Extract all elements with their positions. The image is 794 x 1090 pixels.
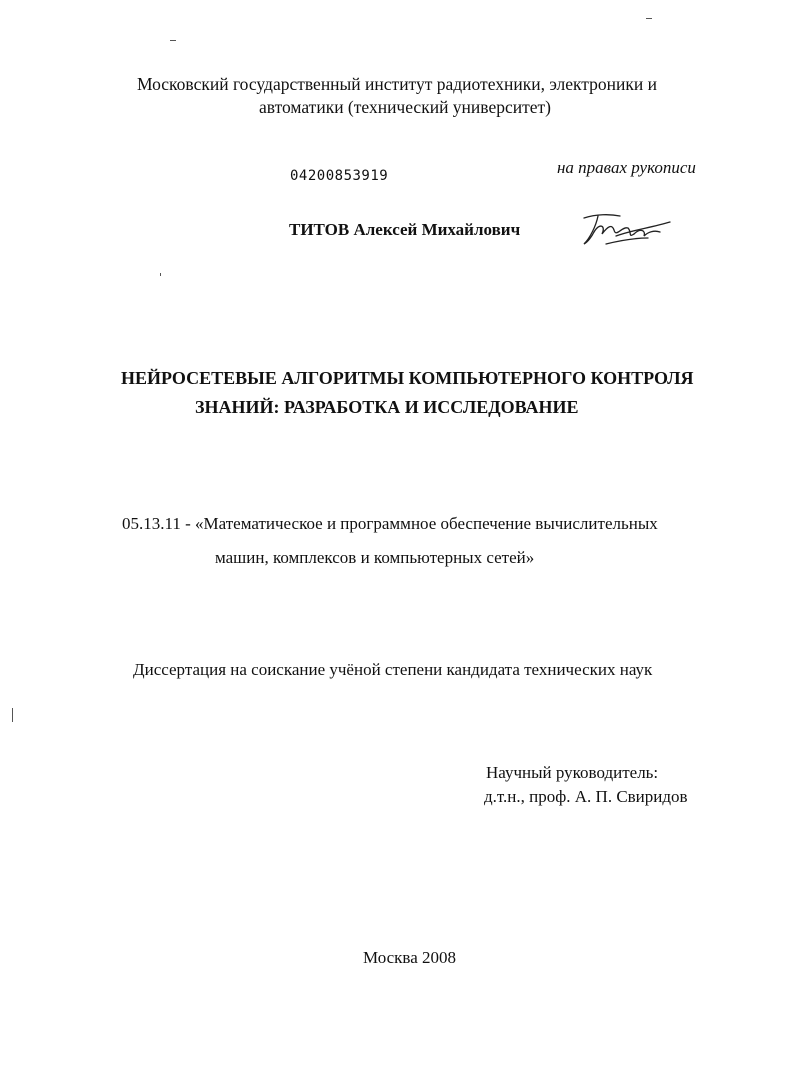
institution-line-1: Московский государственный институт радиотехники, электроники и: [136, 74, 658, 94]
supervisor-label: Научный руководитель:: [486, 763, 659, 782]
rights-note: на правах рукописи: [557, 158, 696, 177]
scan-speck: [160, 273, 161, 276]
institution-name: [0, 73, 794, 119]
supervisor-name: д.т.н., проф. А. П. Свиридов: [484, 787, 688, 806]
degree-statement: Диссертация на соискание учёной степени кандидата технических наук: [133, 660, 653, 679]
registration-code: 04200853919: [290, 168, 389, 184]
place-year: Москва 2008: [363, 948, 457, 967]
scan-speck: [12, 708, 13, 722]
specialty-line-1: 05.13.11 - «Математическое и программное обеспечение вычислительных: [122, 514, 658, 533]
title-line-1: НЕЙРОСЕТЕВЫЕ АЛГОРИТМЫ КОМПЬЮТЕРНОГО КОНТРОЛЯ: [121, 368, 694, 388]
author-name: ТИТОВ Алексей Михайлович: [289, 220, 521, 239]
specialty-line-2: машин, комплексов и компьютерных сетей»: [215, 548, 535, 567]
institution-line-2: автоматики (технический университет): [258, 97, 551, 117]
title-line-2: ЗНАНИЙ: РАЗРАБОТКА И ИССЛЕДОВАНИЕ: [195, 397, 579, 417]
signature-icon: [576, 208, 676, 250]
scan-speck: [170, 40, 176, 41]
scan-speck: [646, 18, 652, 19]
